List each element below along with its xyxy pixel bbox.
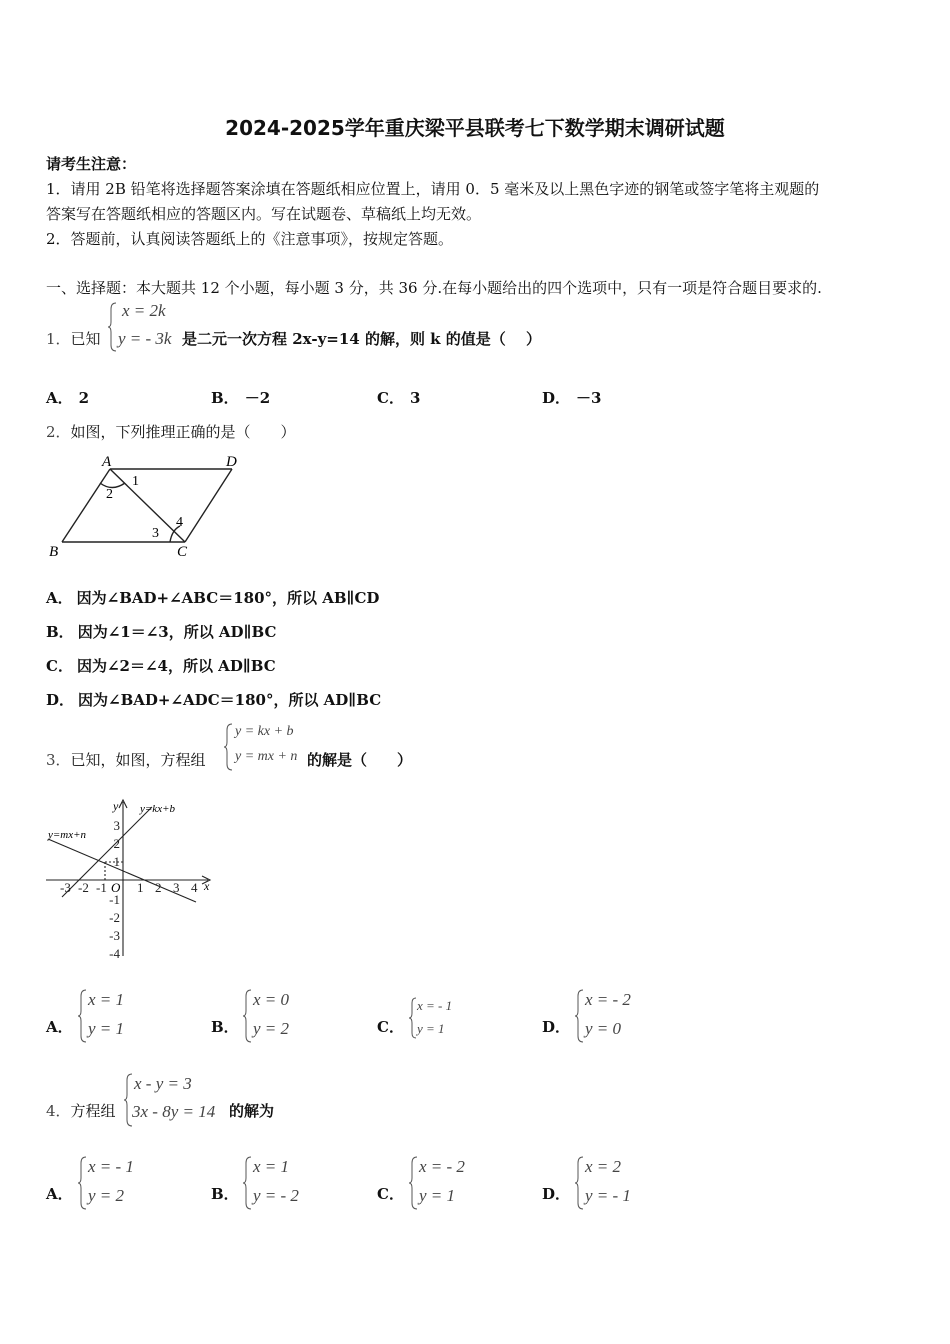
eq-line: x = - 1	[88, 1157, 134, 1176]
q1-option-a[interactable]: A． 2	[46, 389, 90, 407]
q4-option-b-system	[243, 1155, 318, 1211]
angle-label-3: 3	[152, 526, 159, 541]
x-tick: -2	[78, 880, 89, 895]
q1-pre: 已知	[70, 330, 101, 348]
eq-line: x = 2	[585, 1157, 622, 1176]
eq-line: y = 1	[88, 1019, 125, 1038]
q4-option-d[interactable]: D．	[542, 1185, 571, 1203]
brace-icon	[108, 301, 118, 353]
brace-icon	[409, 1155, 419, 1211]
eq-line: y = 2	[88, 1186, 125, 1205]
notice-line-1a: 1．请用 2B 铅笔将选择题答案涂填在答题纸相应位置上，请用 0．5 毫米及以上黑色字迹的钢笔或签字笔将主观题的	[46, 180, 820, 198]
y-tick: 2	[113, 836, 120, 851]
q3-option-b[interactable]: B．	[211, 1018, 239, 1036]
q4-post: 的解为	[229, 1102, 275, 1120]
angle-label-1: 1	[132, 474, 139, 489]
eq-line: x = 1	[253, 1157, 290, 1176]
x-tick: 1	[137, 880, 144, 895]
angle-label-4: 4	[176, 515, 183, 530]
y-tick: -2	[109, 910, 120, 925]
q2-stem	[46, 421, 296, 442]
vertex-a: A	[102, 454, 112, 470]
q4-option-a-system	[78, 1155, 153, 1211]
q1-option-d[interactable]: D． －3	[542, 389, 602, 407]
q4-option-c-system	[409, 1155, 484, 1211]
q1-option-c[interactable]: C． 3	[377, 389, 421, 407]
q1-eq1: x = 2k	[122, 301, 166, 320]
q4-pre: 方程组	[70, 1102, 116, 1120]
y-tick: -4	[109, 946, 120, 961]
side-ab	[62, 469, 110, 542]
x-axis-label: x	[204, 879, 210, 893]
y-tick: 3	[113, 818, 120, 833]
side-dc	[185, 469, 232, 542]
notice-line-2: 2．答题前，认真阅读答题纸上的《注意事项》，按规定答题。	[46, 230, 454, 248]
q3-option-a[interactable]: A．	[46, 1018, 73, 1036]
eq-line: y = - 1	[585, 1186, 631, 1205]
q4-system	[124, 1072, 230, 1128]
notice-heading: 请考生注意：	[46, 155, 137, 173]
q3-coordinate-graph	[44, 796, 224, 966]
eq-line: y = - 2	[253, 1186, 299, 1205]
origin-label: O	[111, 880, 121, 895]
q1-stem	[46, 328, 101, 349]
eq-line: x = - 2	[419, 1157, 465, 1176]
q3-option-d-system	[575, 988, 650, 1044]
y-tick: -3	[109, 928, 120, 943]
x-tick: 4	[191, 880, 198, 895]
section-heading: 一、选择题：本大题共 12 个小题，每小题 3 分，共 36 分.在每小题给出的四个选项中，只有一项是符合题目要求的.	[46, 279, 822, 297]
q1-option-b[interactable]: B． －2	[211, 389, 271, 407]
q3-post: 的解是（ ）	[307, 751, 413, 769]
q3-eq2: y = mx + n	[235, 749, 298, 764]
x-tick: -3	[60, 880, 71, 895]
q2-number: 2．	[46, 423, 71, 441]
vertex-c: C	[177, 544, 188, 560]
q3-stem	[46, 749, 206, 770]
q2-option-d[interactable]: D． 因为∠BAD+∠ADC＝180°，所以 AD∥BC	[46, 691, 382, 709]
q3-pre: 已知，如图，方程组	[70, 751, 206, 769]
angle-label-2: 2	[106, 487, 113, 502]
q2-option-c[interactable]: C． 因为∠2＝∠4，所以 AD∥BC	[46, 657, 276, 675]
q3-option-b-system	[243, 988, 313, 1044]
q3-option-c-system	[409, 996, 479, 1040]
eq-line: x = - 1	[417, 998, 453, 1013]
q4-number: 4．	[46, 1102, 71, 1120]
brace-icon	[575, 988, 585, 1044]
eq-line: x = 1	[88, 990, 125, 1009]
x-tick: -1	[96, 880, 107, 895]
q3-number: 3．	[46, 751, 71, 769]
q3-option-a-system	[78, 988, 148, 1044]
x-tick-labels	[60, 880, 198, 895]
q4-option-d-system	[575, 1155, 650, 1211]
brace-icon	[78, 988, 88, 1044]
q1-post: 是二元一次方程 2x-y=14 的解，则 k 的值是（ ）	[182, 330, 542, 348]
eq-line: y = 2	[253, 1019, 290, 1038]
y-tick: -1	[109, 892, 120, 907]
eq-line: x = - 2	[585, 990, 631, 1009]
q3-eq1: y = kx + b	[235, 724, 294, 739]
q4-option-c[interactable]: C．	[377, 1185, 404, 1203]
label-kx-plus-b: y=kx+b	[140, 803, 175, 815]
q1-number: 1．	[46, 330, 71, 348]
vertex-b: B	[49, 544, 59, 560]
brace-icon	[575, 1155, 585, 1211]
q4-eq2: 3x - 8y = 14	[132, 1102, 216, 1121]
q2-option-b[interactable]: B． 因为∠1＝∠3，所以 AD∥BC	[46, 623, 277, 641]
q4-option-b[interactable]: B．	[211, 1185, 239, 1203]
y-axis-label: y	[113, 799, 119, 813]
q2-option-a[interactable]: A． 因为∠BAD+∠ABC＝180°，所以 AB∥CD	[46, 589, 380, 607]
page-title: 2024-2025学年重庆梁平县联考七下数学期末调研试题	[225, 116, 725, 140]
eq-line: y = 0	[585, 1019, 622, 1038]
brace-icon	[243, 1155, 253, 1211]
eq-line: y = 1	[417, 1021, 445, 1036]
q4-eq1: x - y = 3	[134, 1074, 192, 1093]
eq-line: x = 0	[253, 990, 290, 1009]
brace-icon	[78, 1155, 88, 1211]
q4-stem	[46, 1100, 116, 1121]
x-tick: 2	[155, 880, 162, 895]
q2-text: 如图，下列推理正确的是（ ）	[70, 423, 296, 441]
q3-option-d[interactable]: D．	[542, 1018, 571, 1036]
brace-icon	[243, 988, 253, 1044]
q3-system	[224, 722, 306, 772]
brace-icon	[224, 722, 234, 772]
y-tick: 1	[113, 854, 120, 869]
q3-option-c[interactable]: C．	[377, 1018, 404, 1036]
vertex-d: D	[226, 454, 237, 470]
label-mx-plus-n: y=mx+n	[48, 829, 87, 841]
q1-eq2: y = - 3k	[118, 329, 172, 348]
q2-parallelogram-figure	[46, 448, 256, 563]
eq-line: y = 1	[419, 1186, 456, 1205]
q1-system	[108, 301, 180, 353]
q4-option-a[interactable]: A．	[46, 1185, 73, 1203]
x-tick: 3	[173, 880, 180, 895]
notice-line-1b: 答案写在答题纸相应的答题区内。写在试题卷、草稿纸上均无效。	[46, 205, 482, 223]
